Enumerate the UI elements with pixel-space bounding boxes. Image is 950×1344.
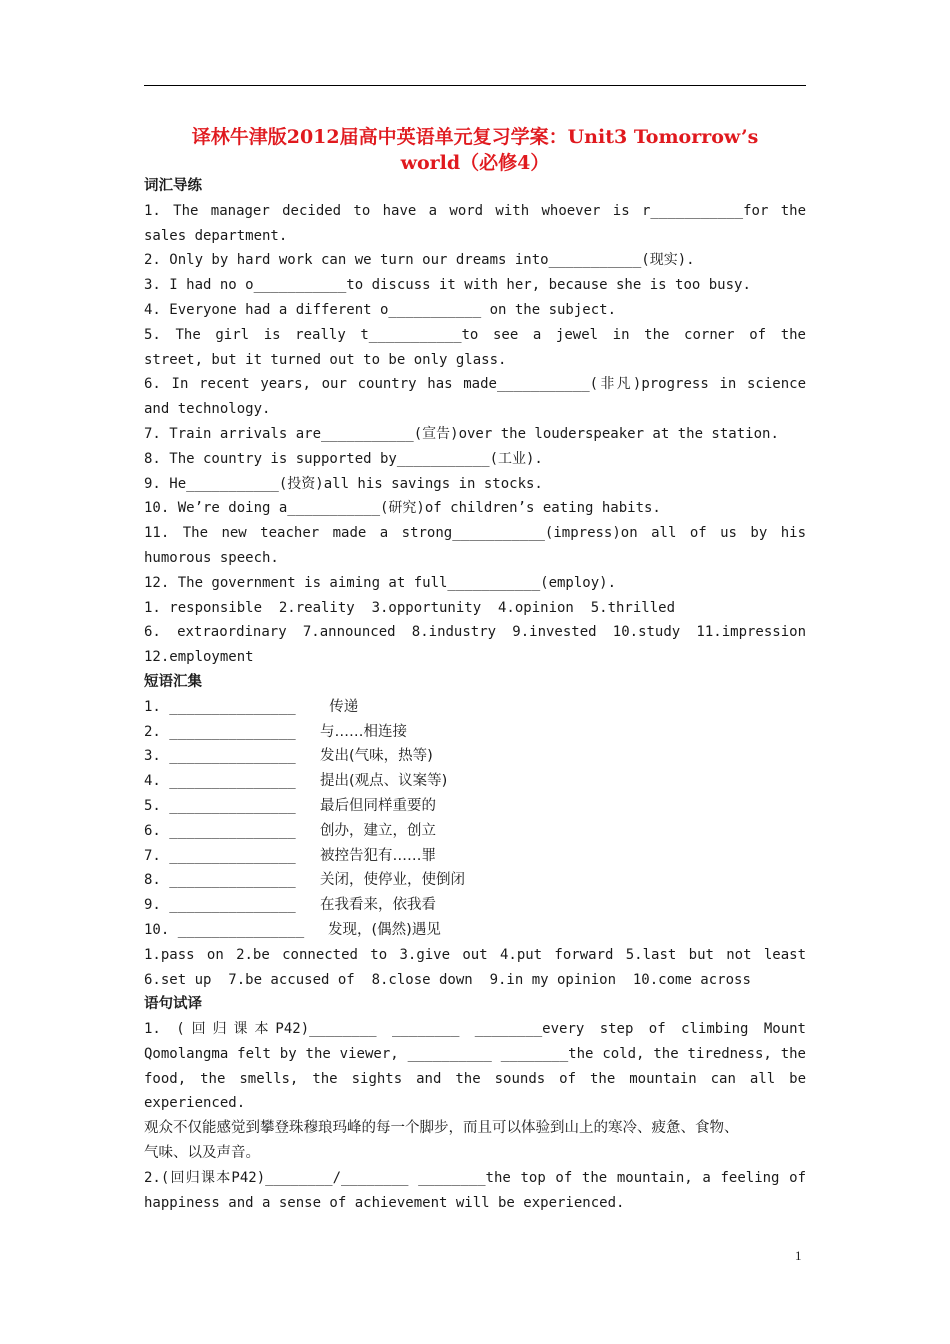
phrase-item [144, 695, 806, 720]
vocab-line: 8. The country is supported by___________(工业). [144, 450, 543, 467]
vocab-answer-line: 6. extraordinary 7.announced 8.industry 9.invested 10.study 11.impression [144, 624, 806, 641]
document-body [144, 174, 806, 1215]
phrase-answer-line: 6.set up 7.be accused of 8.close down 9.in my opinion 10.come across [144, 971, 751, 988]
section-heading-phrases: 短语汇集 [144, 673, 202, 690]
vocab-line: 9. He___________(投资)all his savings in stocks. [144, 475, 543, 492]
vocab-answer-line: 1. responsible 2.reality 3.opportunity 4.opinion 5.thrilled [144, 599, 676, 616]
vocab-line: sales department. [144, 227, 288, 244]
vocab-line: 12. The government is aiming at full___________(employ). [144, 574, 617, 591]
title-line-1: 译林牛津版2012届高中英语单元复习学案：Unit3 Tomorrow’s [191, 126, 759, 148]
phrase-list [144, 695, 806, 943]
sentence-line: Qomolangma felt by the viewer, __________ ________the cold, the tiredness, the [144, 1045, 806, 1062]
header-rule [144, 85, 806, 86]
section-heading-vocab: 词汇导练 [144, 178, 202, 194]
phrase-blank: 6. _______________ [144, 822, 296, 839]
vocab-answer-line: 12.employment [144, 649, 254, 666]
section-heading-sentences: 语句试译 [144, 996, 202, 1013]
translation-line: 观众不仅能感觉到攀登珠穆琅玛峰的每一个脚步，而且可以体验到山上的寒冷、疲惫、食物、 [144, 1120, 739, 1137]
phrase-blank: 3. _______________ [144, 748, 296, 765]
sentence-line: food, the smells, the sights and the sounds of the mountain can all be [144, 1070, 806, 1087]
phrase-meaning: 发现，(偶然)遇见 [328, 921, 441, 938]
phrase-meaning: 发出(气味，热等) [320, 748, 433, 765]
vocab-line: 6. In recent years, our country has made___________(非凡)progress in science [144, 376, 806, 393]
phrase-item [144, 868, 806, 893]
phrase-item [144, 744, 806, 769]
phrase-item [144, 893, 806, 918]
page-number: 1 [795, 1248, 802, 1263]
vocab-line: and technology. [144, 401, 271, 418]
vocab-line: 10. We’re doing a___________(研究)of children’s eating habits. [144, 500, 661, 517]
phrase-blank: 5. _______________ [144, 797, 296, 814]
vocab-line: 2. Only by hard work can we turn our dreams into___________(现实). [144, 252, 695, 269]
phrase-item [144, 769, 806, 794]
phrase-meaning: 提出(观点、议案等) [320, 773, 448, 790]
phrase-meaning: 创办，建立，创立 [320, 822, 436, 839]
phrase-blank: 8. _______________ [144, 872, 296, 889]
phrase-blank: 9. _______________ [144, 897, 296, 914]
title-line-2: world（必修4） [400, 152, 550, 174]
vocab-line: humorous speech. [144, 549, 279, 566]
phrase-blank: 10. _______________ [144, 921, 305, 938]
phrase-meaning: 在我看来，依我看 [320, 897, 436, 914]
phrase-blank: 4. _______________ [144, 773, 296, 790]
phrase-meaning: 被控告犯有……罪 [320, 847, 436, 864]
document-title [144, 124, 806, 176]
phrase-item [144, 794, 806, 819]
vocab-line: street, but it turned out to be only glass. [144, 351, 507, 368]
translation-line: 气味、以及声音。 [144, 1145, 260, 1162]
phrase-meaning: 关闭，使停业，使倒闭 [320, 872, 465, 889]
sentence-line: happiness and a sense of achievement will be experienced. [144, 1194, 625, 1211]
phrase-answer-line: 1.pass on 2.be connected to 3.give out 4.put forward 5.last but not least [144, 946, 806, 963]
phrase-meaning: 与……相连接 [320, 723, 407, 740]
sentence-line: 2.(回归课本P42)________/________ ________the top of the mountain, a feeling of [144, 1169, 806, 1186]
phrase-item [144, 720, 806, 745]
phrase-meaning: 传递 [320, 698, 359, 715]
phrase-blank: 1. _______________ [144, 698, 296, 715]
vocab-line: 5. The girl is really t___________to see a jewel in the corner of the [144, 326, 806, 343]
vocab-line: 1. The manager decided to have a word with whoever is r___________for the [144, 202, 806, 219]
phrase-blank: 7. _______________ [144, 847, 296, 864]
sentence-line: experienced. [144, 1095, 246, 1112]
phrase-blank: 2. _______________ [144, 723, 296, 740]
sentence-line: 1. (回归课本P42)________ ________ ________every step of climbing Mount [144, 1021, 806, 1038]
phrase-meaning: 最后但同样重要的 [320, 797, 436, 814]
vocab-line: 7. Train arrivals are___________(宣告)over the louderspeaker at the station. [144, 425, 779, 442]
phrase-item [144, 844, 806, 869]
phrase-item [144, 819, 806, 844]
vocab-line: 3. I had no o___________to discuss it with her, because she is too busy. [144, 277, 751, 294]
vocab-line: 4. Everyone had a different o___________ on the subject. [144, 301, 617, 318]
vocab-line: 11. The new teacher made a strong___________(impress)on all of us by his [144, 525, 806, 542]
phrase-item [144, 918, 806, 943]
